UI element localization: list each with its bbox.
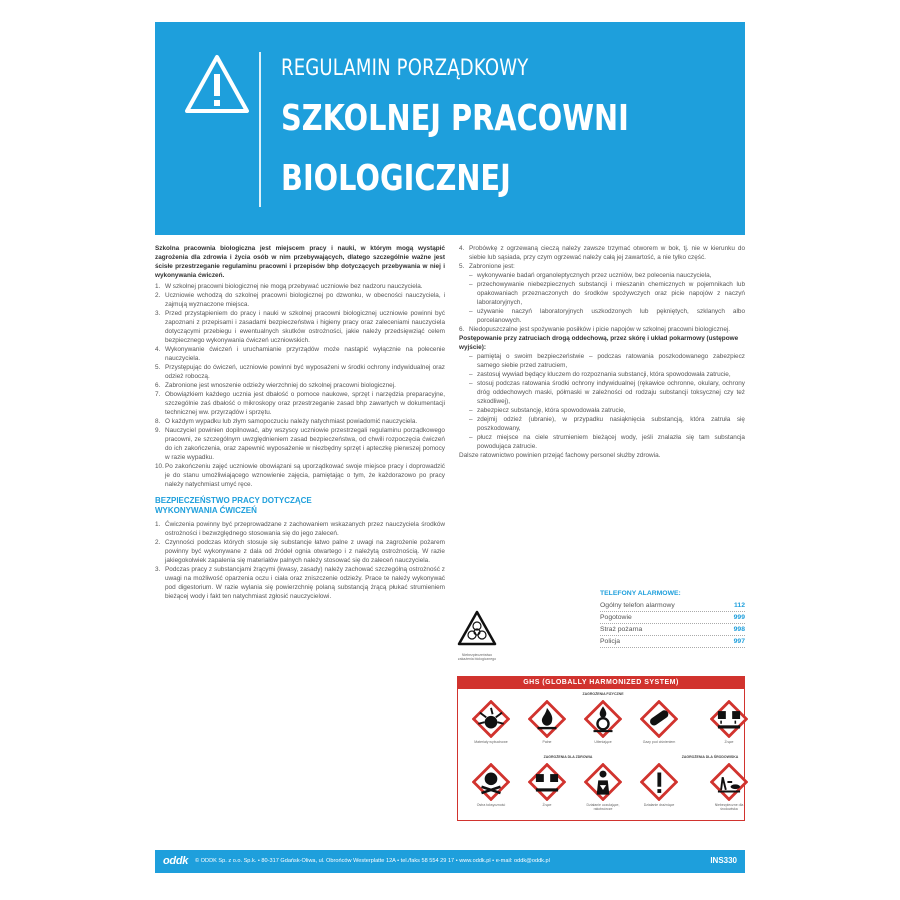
sub-list-item <box>459 379 745 406</box>
sub-list-item <box>459 370 745 379</box>
list-item <box>155 417 445 426</box>
rules-list-continued <box>459 244 745 271</box>
phone-label: Straż pożarna <box>600 626 643 633</box>
sub-list-item <box>459 406 745 415</box>
dash-bullet: – <box>469 308 473 315</box>
ghs-row-health <box>470 763 764 811</box>
dash-bullet: – <box>469 407 473 414</box>
list-item <box>459 262 745 271</box>
list-number: 7. <box>155 391 161 398</box>
list-number: 2. <box>155 292 161 299</box>
phone-number: 998 <box>733 626 745 633</box>
dash-bullet: – <box>469 434 473 441</box>
list-number: 4. <box>459 245 465 252</box>
list-number: 2. <box>155 539 161 546</box>
list-text: Nauczyciel powinien dopilnować, aby wszyscy uczniowie przestrzegali regulaminu porządkowego pracowni, ze szczególnym uwzględnieniem zasad bezpieczeństwa, od chwili rozpoczęcia ćwiczeń do ich zakończenia, oraz zapewnić wyposażenie w niezbędny sprzęt i apteczkę pierwszej pomocy w razie wypadku. <box>165 427 445 461</box>
rules-list <box>155 282 445 489</box>
ghs-pictogram-caption: Żrące <box>724 740 734 744</box>
list-number: 9. <box>155 427 161 434</box>
phone-label: Ogólny telefon alarmowy <box>600 602 675 609</box>
health-hazard-icon <box>584 763 622 801</box>
list-text: Obowiązkiem każdego ucznia jest dbałość o pomoce naukowe, sprzęt i narzędzia preparacyjne, szczególnie zaś dbałość o mikroskopy oraz przestrzeganie zasad bhp zawartych w dokumentacji technicznej ww. przyrządów i sprzętu. <box>165 391 445 416</box>
exploding-bomb-icon <box>472 700 510 738</box>
poisoning-title: Postępowanie przy zatruciach drogą oddechową, przez skórę i układ pokarmowy (ustępowe wyjście): <box>459 335 739 351</box>
ghs-pictogram <box>708 700 750 744</box>
sub-list-text: przechowywanie niebezpiecznych substancji i mieszanin chemicznych w pojemnikach lub opakowaniach przeznaczonych do środków spożywczych oraz picie napojów z naczyń laboratoryjnych, <box>477 281 745 306</box>
list-item <box>155 282 445 291</box>
list-text: Czynności podczas których stosuje się substancje łatwo palne z uwagi na zagrożenie pożarem powinny być wykonywane z dala od źródeł ognia otwartego i z należytą ostrożnością. W razie jakiegokolwiek zapalenia się materiałów palnych należy stosować się do zaleceń nauczyciela. <box>165 539 445 564</box>
sub-list-text: płucz miejsce na ciele strumieniem bieżącej wody, jeśli znalazła się tam substancja powodująca zatrucie. <box>477 434 745 450</box>
list-text: Podczas pracy z substancjami żrącymi (kwasy, zasady) należy zachować szczególną ostrożność z uwagi na możliwość oparzenia oczu i ciała oraz zniszczenie odzieży. Prace te należy wykonywać pod digestorium. W razie wylania się powierzchnię polaną substancją żrącą płukać strumieniem bieżącej wody i fakt ten natychmiast zgłosić nauczycielowi. <box>165 566 445 600</box>
intro-paragraph: Szkolna pracownia biologiczna jest miejscem pracy i nauki, w którym mogą wystąpić zagrożenia dla zdrowia i życia osób w nim przebywających, dlatego szczególnie ważne jest ścisłe przestrzeganie regulaminu pracowni i przepisów bhp dotyczących przebywania w niej i wykonywania ćwiczeń. <box>155 245 445 279</box>
emergency-phones <box>600 590 745 648</box>
section-title-line1: BEZPIECZEŃSTWO PRACY DOTYCZĄCE <box>155 496 312 505</box>
skull-crossbones-icon <box>472 763 510 801</box>
ghs-panel <box>457 676 745 821</box>
list-number: 3. <box>155 566 161 573</box>
section-title <box>155 496 445 516</box>
dash-bullet: – <box>469 272 473 279</box>
list-item <box>459 325 745 334</box>
phones-title: TELEFONY ALARMOWE: <box>600 590 681 597</box>
phone-row <box>600 600 745 612</box>
ghs-pictogram-caption: Utleniające <box>594 740 612 744</box>
list-item <box>155 381 445 390</box>
ghs-pictogram-caption: Palne <box>542 740 552 744</box>
list-text: Uczniowie wchodzą do szkolnej pracowni biologicznej po dzwonku, w obecności nauczyciela, i zajmują wyznaczone miejsca. <box>165 292 445 308</box>
phone-label: Pogotowie <box>600 614 632 621</box>
list-number: 1. <box>155 283 161 290</box>
ghs-pictogram <box>708 763 750 811</box>
flame-over-circle-icon <box>584 700 622 738</box>
ghs-group-health: ZAGROŻENIA DLA ZDROWIA <box>543 755 593 759</box>
sub-list-item <box>459 271 745 280</box>
footer-contact: © ODDK Sp. z o.o. Sp.k. • 80-317 Gdańsk-Oliwa, ul. Obrońców Westerplatte 12A • tel./faks 58 554 29 17 • www.oddk.pl • e-mail: oddk@oddk.pl <box>195 858 550 864</box>
environment-icon <box>710 763 748 801</box>
header-title-line1: SZKOLNEJ PRACOWNI <box>281 98 629 139</box>
phone-label: Policja <box>600 638 621 645</box>
poster <box>155 22 745 878</box>
sub-list-text: pamiętaj o swoim bezpieczeństwie – podczas ratowania poszkodowanego zabezpiecz samego siebie przed zatruciem, <box>477 353 745 369</box>
list-text: Wykonywanie ćwiczeń i uruchamianie przyrządów może nastąpić wyłącznie na polecenie nauczyciela. <box>165 346 445 362</box>
ghs-pictogram-caption: Działanie drażniące <box>643 803 675 807</box>
ghs-pictogram <box>638 763 680 811</box>
biohazard-icon <box>457 610 497 646</box>
dash-bullet: – <box>469 281 473 288</box>
sub-list-text: wykonywanie badań organoleptycznych przez uczniów, bez polecenia nauczyciela, <box>477 272 712 279</box>
prohibited-list <box>459 271 745 325</box>
ghs-pictogram <box>638 700 680 744</box>
exclamation-mark-icon <box>640 763 678 801</box>
left-column <box>155 244 445 601</box>
product-code: INS330 <box>710 856 737 865</box>
dash-bullet: – <box>469 353 473 360</box>
ghs-pictogram-caption: Żrące <box>542 803 552 807</box>
dash-bullet: – <box>469 416 473 423</box>
list-number: 1. <box>155 521 161 528</box>
phone-number: 997 <box>733 638 745 645</box>
dash-bullet: – <box>469 371 473 378</box>
ghs-pictogram <box>526 763 568 811</box>
header-banner <box>155 22 745 235</box>
list-text: Niedopuszczalne jest spożywanie posiłków i picie napojów w szkolnej pracowni biologicznej. <box>469 326 731 333</box>
ghs-group-physical: ZAGROŻENIA FIZYCZNE <box>582 692 624 696</box>
ghs-pictogram <box>526 700 568 744</box>
list-item <box>155 462 445 489</box>
sub-list-text: zabezpiecz substancję, która spowodowała zatrucie, <box>477 407 626 414</box>
biohazard-caption: Niebezpieczeństwo zakażenia biologicznego <box>457 653 497 661</box>
ghs-pictogram-caption: Gazy pod ciśnieniem <box>642 740 676 744</box>
list-item <box>459 244 745 262</box>
list-item <box>155 309 445 345</box>
list-number: 3. <box>155 310 161 317</box>
ghs-pictogram-caption: Niebezpieczne dla środowiska <box>714 803 744 811</box>
list-item <box>155 520 445 538</box>
header-title-line2: BIOLOGICZNEJ <box>281 158 511 199</box>
header-subtitle: REGULAMIN PORZĄDKOWY <box>281 56 529 81</box>
list-number: 10. <box>155 463 164 470</box>
biohazard-sign <box>457 610 497 661</box>
list-number: 6. <box>155 382 161 389</box>
sub-list-text: stosuj podczas ratowania środki ochrony indywidualnej (rękawice ochronne, okulary, ochrony dróg oddechowych maski, półmaski w zależności od rodzaju substancji toksycznej czy też szkodliwej), <box>477 380 745 405</box>
list-text: Po zakończeniu zajęć uczniowie obowiązani są uporządkować swoje miejsce pracy i doprowadzić je do stanu umożliwiającego wznowienie zajęcia, pamiętając o tym, że każdorazowo po pracy należy natychmiast umyć ręce. <box>165 463 445 488</box>
sub-list-text: zdejmij odzież (ubranie), w przypadku nasiąknięcia substancją, która zatruła się poszkodowany, <box>477 416 745 432</box>
phone-row <box>600 636 745 648</box>
exercise-rules-list <box>155 520 445 601</box>
sub-list-item <box>459 433 745 451</box>
ghs-pictogram <box>470 700 512 744</box>
list-item <box>155 363 445 381</box>
dash-bullet: – <box>469 380 473 387</box>
header-divider <box>259 52 261 207</box>
ghs-pictogram <box>470 763 512 811</box>
list-text: O każdym wypadku lub złym samopoczuciu należy natychmiast powiadomić nauczyciela. <box>165 418 418 425</box>
ghs-group-environment: ZAGROŻENIA DLA ŚRODOWISKA <box>681 755 739 759</box>
list-item <box>155 538 445 565</box>
ghs-pictogram-caption: Działanie uczulające, rakotwórcze <box>586 803 620 811</box>
phone-row <box>600 624 745 636</box>
list-number: 4. <box>155 346 161 353</box>
phone-number: 112 <box>734 602 745 609</box>
list-item <box>155 426 445 462</box>
list-text: W szkolnej pracowni biologicznej nie mogą przebywać uczniowie bez nadzoru nauczyciela. <box>165 283 423 290</box>
corrosion-icon <box>710 700 748 738</box>
list-text: Przystępując do ćwiczeń, uczniowie powinni być wyposażeni w środki ochrony indywidualnej oraz odzież roboczą. <box>165 364 445 380</box>
list-item <box>155 345 445 363</box>
list-text: Probówkę z ogrzewaną cieczą należy zawsze trzymać otworem w bok, tj. nie w kierunku do siebie lub sąsiada, przy czym ogrzewać należy całą jej zawartość, a nie tylko część. <box>469 245 745 261</box>
list-item <box>155 291 445 309</box>
sub-list-item <box>459 415 745 433</box>
list-text: Ćwiczenia powinny być przeprowadzane z zachowaniem wskazanych przez nauczyciela środków ostrożności i bezwzględnego stosowania się do jego zaleceń. <box>165 521 445 537</box>
flame-icon <box>528 700 566 738</box>
list-number: 5. <box>459 263 465 270</box>
phone-row <box>600 612 745 624</box>
sub-list-text: używanie naczyń laboratoryjnych uszkodzonych lub pękniętych, szklanych albo porcelanowych. <box>477 308 745 324</box>
ghs-title: GHS (GLOBALLY HARMONIZED SYSTEM) <box>458 677 744 689</box>
ghs-pictogram-caption: Ostra toksyczność <box>476 803 506 807</box>
ghs-pictogram <box>582 700 624 744</box>
oddk-logo: oddk <box>163 855 189 867</box>
sub-list-item <box>459 352 745 370</box>
warning-triangle-icon <box>184 54 250 114</box>
list-item <box>155 390 445 417</box>
list-number: 6. <box>459 326 465 333</box>
phone-number: 999 <box>733 614 745 621</box>
section-title-line2: WYKONYWANIA ĆWICZEŃ <box>155 506 257 515</box>
list-text: Zabronione jest wnoszenie odzieży wierzchniej do szkolnej pracowni biologicznej. <box>165 382 396 389</box>
list-item <box>155 565 445 601</box>
corrosion-skin-icon <box>528 763 566 801</box>
poisoning-steps-list <box>459 352 745 451</box>
list-text: Przed przystąpieniem do pracy i nauki w szkolnej pracowni biologicznej uczniowie powinni być zapoznani z przepisami i zasadami bezpieczeństwa i higieny pracy oraz zaleceniami nauczyciela dotyczącymi przebiegu i ewentualnych skutków ostrożności, jakie należy przedsięwziąć celem bezpiecznego wykonywania ćwiczeń uczniowskich. <box>165 310 445 344</box>
sub-list-item <box>459 307 745 325</box>
right-column <box>459 244 745 460</box>
sub-list-item <box>459 280 745 307</box>
list-number: 8. <box>155 418 161 425</box>
ghs-pictogram-caption: Materiały wybuchowe <box>474 740 508 744</box>
list-number: 5. <box>155 364 161 371</box>
closing-note: Dalsze ratownictwo powinien przejąć fachowy personel służby zdrowia. <box>459 452 661 459</box>
sub-list-text: zastosuj wywiad będący kluczem do rozpoznania substancji, która spowodowała zatrucie, <box>477 371 731 378</box>
list-text: Zabronione jest: <box>469 263 515 270</box>
ghs-pictogram <box>582 763 624 811</box>
footer-bar <box>155 850 745 873</box>
ghs-row-physical <box>470 700 764 744</box>
gas-cylinder-icon <box>640 700 678 738</box>
